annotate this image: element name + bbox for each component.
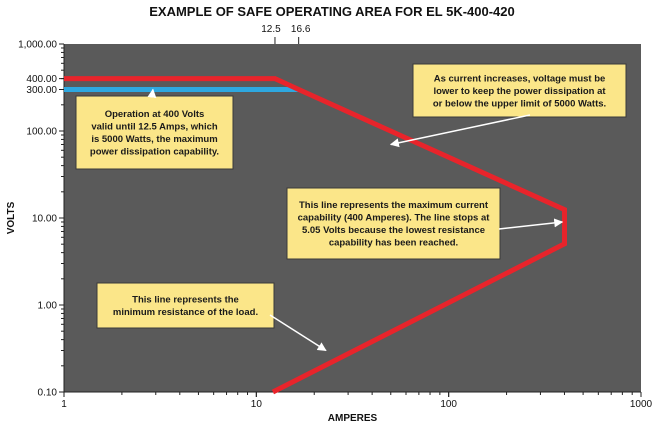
annotation-text: is 5000 Watts, the maximum bbox=[91, 134, 218, 145]
annotation-text: or below the upper limit of 5000 Watts. bbox=[432, 98, 607, 110]
top-tick-label: 12.5 bbox=[261, 24, 281, 35]
annotation-text: This line represents the maximum current bbox=[298, 200, 489, 211]
y-tick-label: 10.00 bbox=[31, 213, 57, 225]
y-tick-label: 1.00 bbox=[37, 300, 57, 312]
annotation-text: lower to keep the power dissipation at bbox=[433, 85, 606, 97]
chart-title: EXAMPLE OF SAFE OPERATING AREA FOR EL 5K-400-420 bbox=[149, 4, 515, 19]
x-tick-label: 1 bbox=[61, 399, 67, 410]
y-tick-label: 100.00 bbox=[26, 126, 57, 138]
x-tick-label: 1000 bbox=[629, 399, 653, 410]
annotation-note bbox=[76, 89, 233, 169]
x-tick-label: 100 bbox=[440, 399, 458, 410]
annotation-text: Operation at 400 Volts bbox=[104, 109, 205, 120]
x-tick-label: 10 bbox=[250, 399, 262, 410]
y-tick-label: 300.00 bbox=[26, 84, 57, 96]
y-tick-label: 400.00 bbox=[26, 74, 57, 86]
annotation-box bbox=[97, 283, 274, 328]
annotation-text: power dissipation capability. bbox=[89, 146, 220, 158]
annotation-text: This line represents the bbox=[132, 294, 239, 306]
annotation-box bbox=[76, 96, 233, 169]
y-tick-label: 1,000.00 bbox=[18, 39, 57, 51]
annotation-text: 5.05 Volts because the lowest resistance bbox=[301, 225, 486, 236]
annotation-text: capability has been reached. bbox=[328, 237, 459, 249]
annotation-arrow bbox=[152, 89, 153, 97]
x-axis-title: AMPERES bbox=[327, 413, 378, 424]
annotation-text: capability (400 Amperes). The line stops at bbox=[297, 212, 490, 224]
annotation-text: minimum resistance of the load. bbox=[112, 307, 259, 318]
y-axis-title: VOLTS bbox=[6, 201, 17, 235]
y-tick-label: 0.10 bbox=[37, 387, 57, 399]
top-tick-label: 16.6 bbox=[290, 24, 311, 35]
annotation-text: valid until 12.5 Amps, which bbox=[91, 121, 218, 133]
annotation-text: As current increases, voltage must be bbox=[433, 73, 606, 85]
